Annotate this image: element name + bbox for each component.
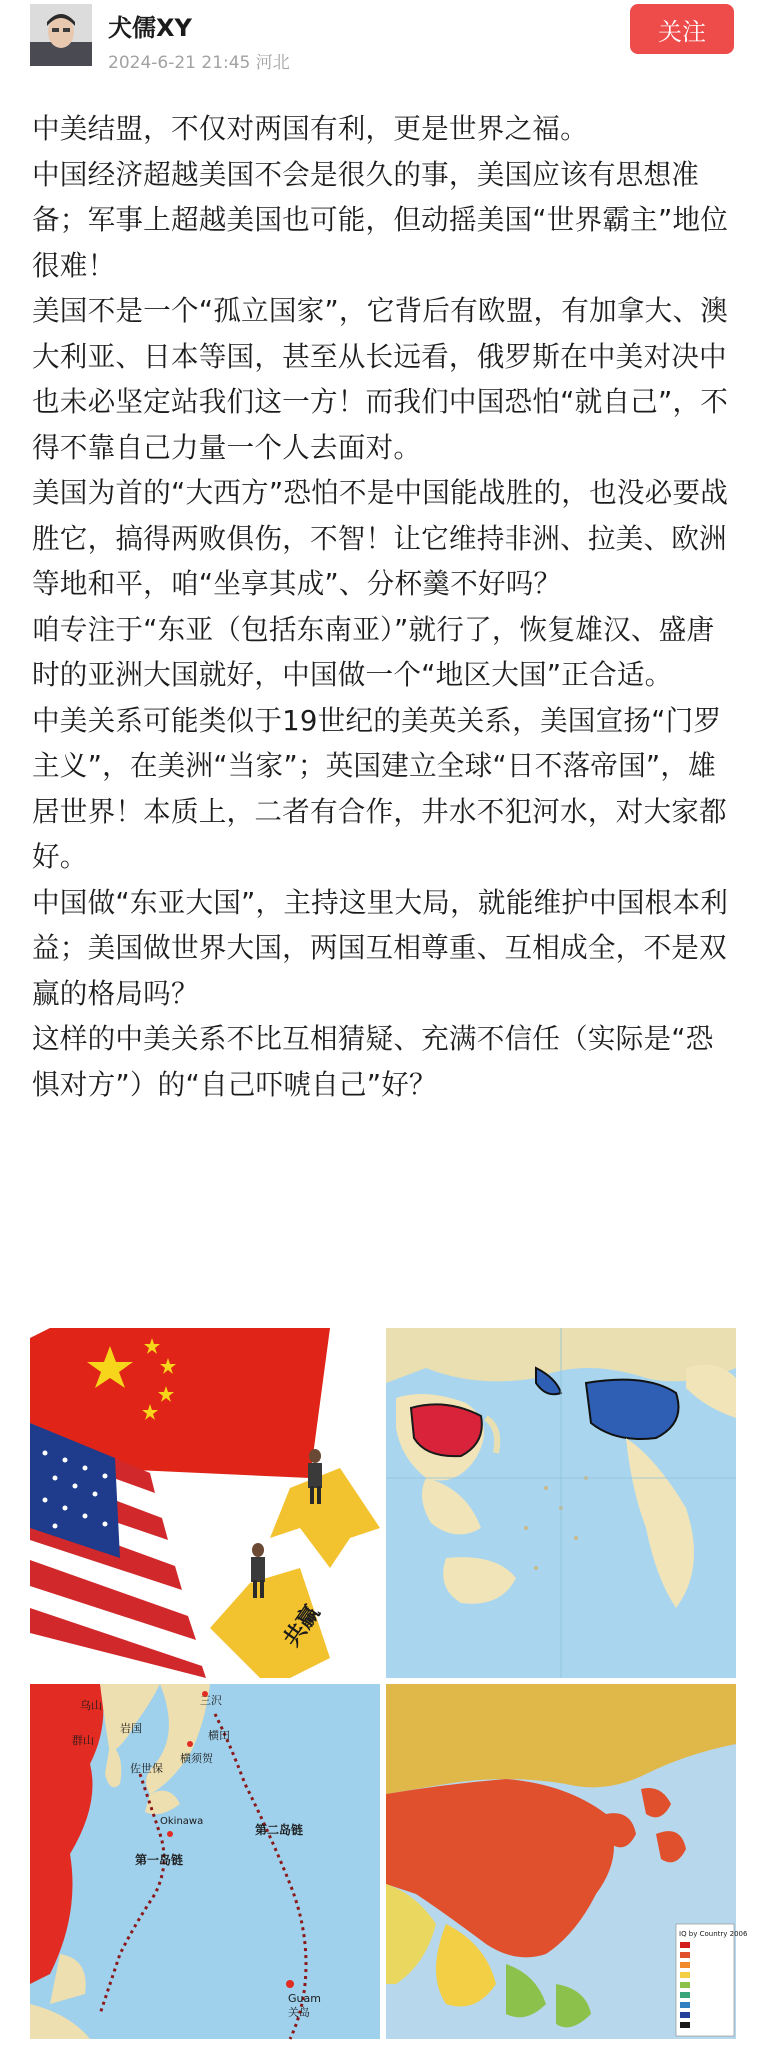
- paragraph: 中国经济超越美国不会是很久的事，美国应该有思想准备；军事上超越美国也可能，但动摇美国“世界霸主”地位很难！: [32, 157, 729, 282]
- first-chain-label: 第一岛链: [135, 1853, 184, 1867]
- avatar-image: [30, 4, 92, 66]
- yokota-label: 横田: [208, 1729, 230, 1742]
- iq-map-image[interactable]: [386, 1684, 748, 2039]
- qunshan-label: 群山: [72, 1734, 94, 1747]
- second-chain-label: 第二岛链: [255, 1823, 304, 1837]
- paragraph: 美国不是一个“孤立国家”，它背后有欧盟，有加拿大、澳大利亚、日本等国，甚至从长远看，俄罗斯在中美对决中也未必坚定站我们这一方！而我们中国恐怕“就自己”，不得不靠自己力量一个人去面对。: [32, 294, 729, 464]
- world-map-picture: [386, 1328, 736, 1678]
- paragraph: 咱专注于“东亚（包括东南亚）”就行了，恢复雄汉、盛唐时的亚洲大国就好，中国做一个“地区大国”正合适。: [32, 612, 715, 691]
- misawa-label: 三沢: [200, 1694, 222, 1707]
- post-meta: 2024-6-21 21:45 河北: [108, 53, 290, 73]
- sasebo-label: 佐世保: [130, 1762, 163, 1775]
- post-header: [0, 0, 761, 80]
- image-grid: [30, 1328, 748, 2039]
- paragraph: 美国为首的“大西方”恐怕不是中国能战胜的，也没必要战胜它，搞得两败俱伤，不智！让它维持非洲、拉美、欧洲等地和平，咱“坐享其成”、分杯羹不好吗？: [32, 476, 729, 600]
- wushan-label: 乌山: [80, 1699, 102, 1712]
- guam-en-label: Guam: [288, 1992, 321, 2005]
- china-usa-flags-picture: [30, 1328, 380, 1678]
- island-chain-map-picture: [30, 1684, 380, 2039]
- okinawa-label: Okinawa: [160, 1816, 204, 1827]
- paragraph: 中国做“东亚大国”，主持这里大局，就能维护中国根本利益；美国做世界大国，两国互相尊重、互相成全，不是双赢的格局吗？: [32, 885, 729, 1010]
- username[interactable]: 犬儒XY: [108, 14, 192, 42]
- avatar[interactable]: [30, 4, 92, 66]
- paragraph: 中美关系可能类似于19世纪的美英关系，美国宣扬“门罗主义”，在美洲“当家”；英国建立全球“日不落帝国”，雄居世界！本质上，二者有合作，井水不犯河水，对大家都好。: [32, 703, 727, 873]
- iq-legend-title: IQ by Country 2006: [679, 1930, 748, 1938]
- post-body: [32, 106, 738, 1107]
- iq-map-picture: [386, 1684, 748, 2039]
- world-map-image[interactable]: [386, 1328, 736, 1678]
- arrow-label: 共赢: [279, 1601, 326, 1652]
- guam-label: 关岛: [288, 2006, 310, 2019]
- iwakuni-label: 岩国: [120, 1722, 142, 1735]
- flags-image[interactable]: [30, 1328, 380, 1678]
- paragraph: 中美结盟，不仅对两国有利，更是世界之福。: [32, 112, 588, 145]
- yokosuka-label: 横须贺: [180, 1752, 213, 1765]
- paragraph: 这样的中美关系不比互相猜疑、充满不信任（实际是“恐惧对方”）的“自己吓唬自己”好？: [32, 1022, 714, 1101]
- island-chain-map-image[interactable]: [30, 1684, 380, 2039]
- follow-button[interactable]: 关注: [630, 4, 734, 54]
